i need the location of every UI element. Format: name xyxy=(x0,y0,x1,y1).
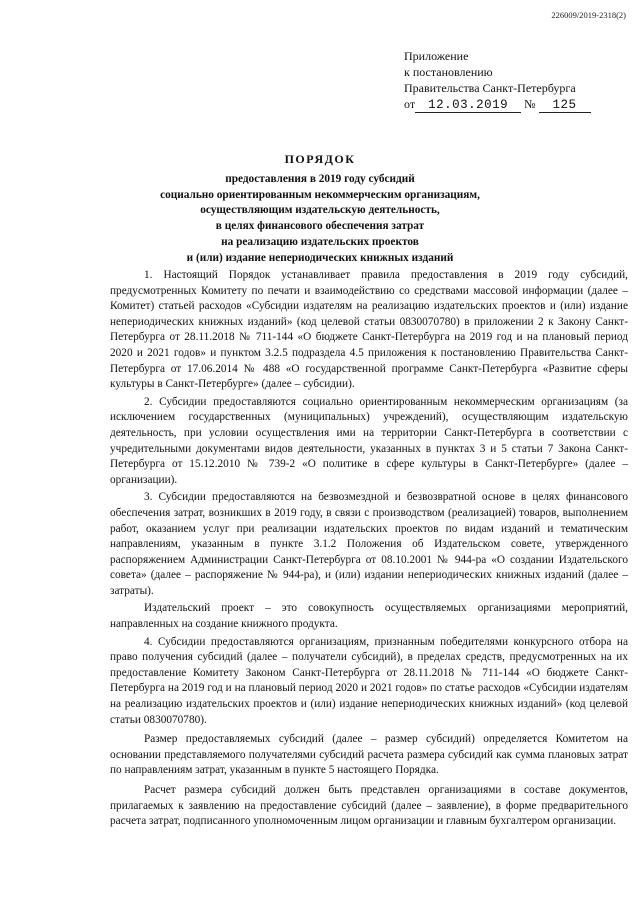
title-line: осуществляющим издательскую деятельность, xyxy=(200,204,440,217)
paragraph: Издательский проект – это совокупность осуществляемых организациями мероприятий, направленных на создание книжного продукта. xyxy=(110,602,628,631)
paragraph: Расчет размера субсидий должен быть представлен организациями в составе документов, прилагаемых к заявлению на предоставление субсидий (далее – заявление), в форме предварительного расчета затрат, подписанного уполномоченным лицом организации и главным бухгалтером организации. xyxy=(110,784,628,828)
date-prefix: от xyxy=(404,97,416,111)
title-line: предоставления в 2019 году субсидий xyxy=(225,172,415,185)
appendix-line: Правительства Санкт-Петербурга xyxy=(404,81,576,95)
document-title xyxy=(40,152,600,267)
decree-number: 125 xyxy=(539,98,591,113)
number-prefix: № xyxy=(524,97,536,111)
appendix-line: Приложение xyxy=(404,49,469,63)
document-body xyxy=(110,268,628,832)
paragraph: 3. Субсидии предоставляются на безвозмездной и безвозвратной основе в целях финансового обеспечения затрат, возникших в 2019 году, в связи с производством (реализацией) товаров, выполнением работ, оказанием услуг при реализации издательских проектов по видам изданий и тематическим направлениям, указанным в пункте 3.1.2 Положения об Издательском совете, утвержденного распоряжением Администрации Санкт-Петербурга от 08.10.2001 № 944-ра «О создании Издательского совета» (далее – распоряжение № 944-ра), и (или) издании непериодических книжных изданий (далее – затраты). xyxy=(110,491,628,597)
title-line: и (или) издание непериодических книжных изданий xyxy=(186,251,454,264)
appendix-block xyxy=(404,48,634,113)
appendix-line: к постановлению xyxy=(404,65,493,79)
title-line: на реализацию издательских проектов xyxy=(221,235,419,248)
title-heading: ПОРЯДОК xyxy=(284,152,356,166)
document-number: 226009/2019-2318(2) xyxy=(551,10,626,20)
decree-date: 12.03.2019 xyxy=(415,98,521,113)
title-line: социально ориентированным некоммерческим организациям, xyxy=(160,188,480,201)
title-line: в целях финансового обеспечения затрат xyxy=(215,220,425,233)
paragraph: 4. Субсидии предоставляются организациям, признанным победителями конкурсного отбора на право получения субсидий (далее – получатели субсидий), в пределах средств, предусмотренных на их предоставление Комитету Законом Санкт-Петербурга от 28.11.2018 № 711-144 «О бюджете Санкт-Петербурга на 2019 год и на плановый период 2020 и 2021 годов» по статье расходов «Субсидии издателям на реализацию издательских проектов и (или) издание непериодических книжных изданий» (код целевой статьи 0830070780). xyxy=(110,635,628,726)
paragraph: 2. Субсидии предоставляются социально ориентированным некоммерческим организациям (за исключением государственных (муниципальных) учреждений), осуществляющим издательскую деятельность, при условии осуществления ими на территории Санкт-Петербурга в соответствии с учредительными документами видов деятельности, указанных в пунктах 3 и 5 статьи 7 Закона Санкт-Петербурга от 15.12.2010 № 739-2 «О политике в сфере культуры в Санкт-Петербурге» (далее – организации). xyxy=(110,395,628,486)
appendix-date-line xyxy=(404,96,634,113)
paragraph: 1. Настоящий Порядок устанавливает правила предоставления в 2019 году субсидий, предусмотренных Комитету по печати и взаимодействию со средствами массовой информации (далее – Комитет) статьей расходов «Субсидии издателям на реализацию издательских проектов и (или) издание непериодических книжных изданий» (код целевой статьи 0830070780) в приложении 2 к Закону Санкт-Петербурга от 28.11.2018 № 711-144 «О бюджете Санкт-Петербурга на 2019 год и на плановый период 2020 и 2021 годов» и пунктом 3.2.5 подраздела 4.5 приложения к постановлению Правительства Санкт-Петербурга от 17.06.2014 № 488 «О государственной программе Санкт-Петербурга «Развитие сферы культуры в Санкт-Петербурге» (далее – субсидии). xyxy=(110,269,628,391)
paragraph: Размер предоставляемых субсидий (далее – размер субсидий) определяется Комитетом на основании представляемого получателями субсидий расчета размера субсидий как сумма плановых затрат по направлениям затрат, указанным в пункте 5 настоящего Порядка. xyxy=(110,733,628,777)
